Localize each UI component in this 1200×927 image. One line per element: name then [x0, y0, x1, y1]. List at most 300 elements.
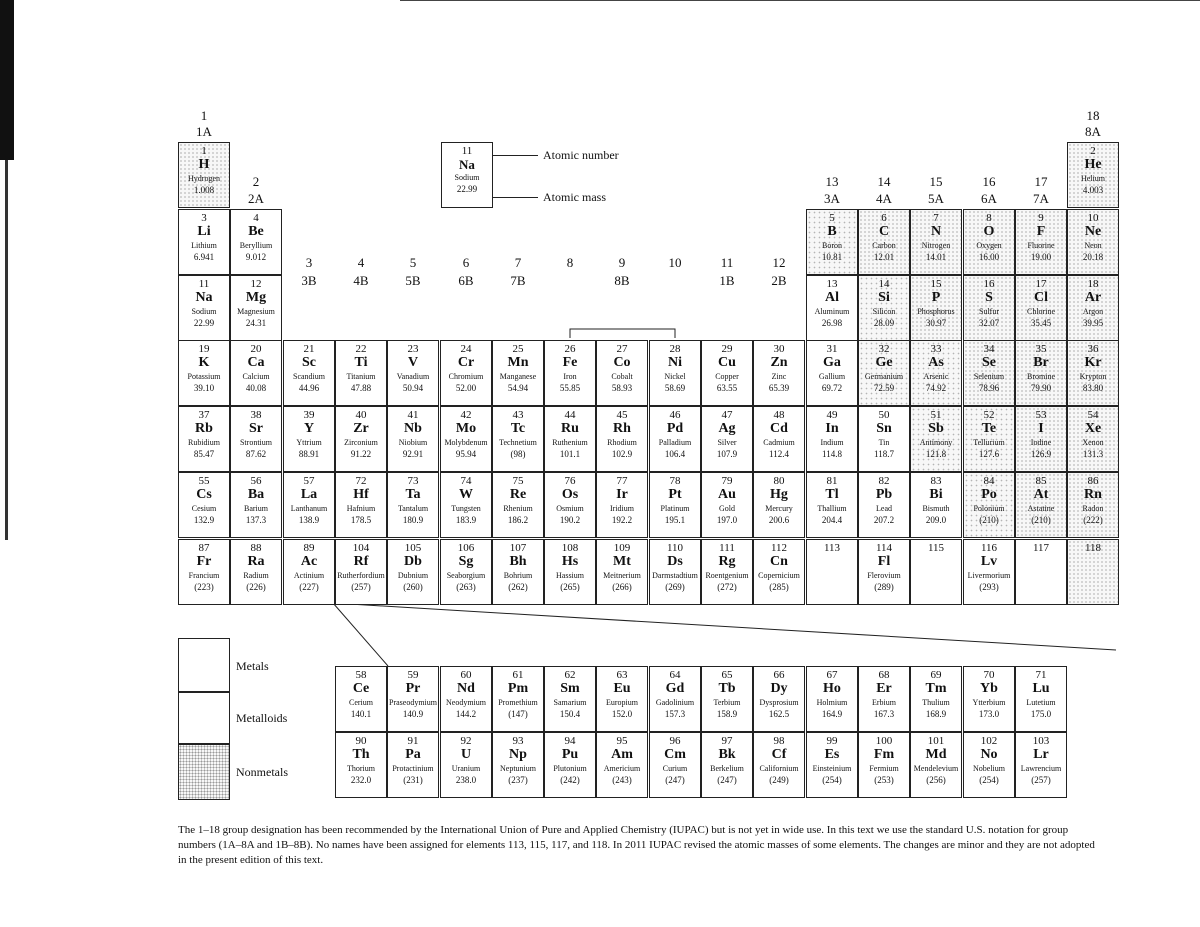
atomic-mass: (257): [1031, 775, 1051, 785]
atomic-mass: 10.81: [821, 252, 843, 262]
element-cell: [1067, 209, 1119, 275]
element-cell: [806, 732, 858, 798]
group-number-12: 12: [772, 255, 786, 270]
key-leader-number: [493, 155, 538, 156]
element-name: Ruthenium: [552, 438, 588, 447]
element-cell: [283, 406, 335, 472]
element-name: Helium: [1081, 174, 1105, 183]
element-symbol: Hs: [561, 554, 579, 569]
atomic-number: 114: [875, 542, 893, 554]
atomic-number: 28: [669, 343, 681, 355]
element-name: Iodine: [1030, 438, 1052, 447]
atomic-number: 57: [303, 475, 315, 487]
element-symbol: Co: [613, 355, 631, 370]
element-symbol: Ac: [300, 554, 318, 569]
atomic-mass: 39.95: [1082, 318, 1104, 328]
element-name: Darmstadtium: [652, 571, 698, 580]
atomic-mass: 74.92: [925, 383, 947, 393]
element-name: Rhenium: [503, 504, 533, 513]
atomic-mass: 47.88: [350, 383, 372, 393]
element-cell: [963, 472, 1015, 538]
atomic-number: 106: [457, 542, 475, 554]
element-symbol: Dy: [770, 681, 788, 696]
element-symbol: Au: [718, 487, 736, 502]
element-name: Manganese: [499, 372, 537, 381]
element-cell: [387, 472, 439, 538]
element-name: Americium: [603, 764, 641, 773]
group-number-10: 10: [668, 255, 682, 270]
element-name: Osmium: [556, 504, 584, 513]
element-name: Nobelium: [973, 764, 1005, 773]
element-name: Zinc: [771, 372, 787, 381]
element-symbol: Br: [1033, 355, 1049, 370]
element-symbol: V: [407, 355, 419, 370]
element-name: Neodymium: [446, 698, 486, 707]
element-symbol: Ne: [1084, 224, 1102, 239]
atomic-number: 94: [564, 735, 576, 747]
element-symbol: Ce: [352, 681, 370, 696]
element-cell: [440, 732, 492, 798]
atomic-number: 68: [878, 669, 890, 681]
element-name: Barium: [244, 504, 268, 513]
atomic-number: 48: [773, 409, 785, 421]
element-cell: [544, 666, 596, 732]
element-symbol: Fr: [196, 554, 212, 569]
atomic-mass: (226): [246, 582, 266, 592]
element-symbol: Th: [352, 747, 370, 762]
atomic-mass: 4.003: [1082, 185, 1104, 195]
element-symbol: Zr: [353, 421, 369, 436]
atomic-number: 100: [875, 735, 893, 747]
element-symbol: Pm: [507, 681, 529, 696]
element-name: Samarium: [553, 698, 587, 707]
atomic-mass: 126.9: [1030, 449, 1052, 459]
atomic-mass: 24.31: [245, 318, 267, 328]
atomic-number: 116: [980, 542, 998, 554]
element-name: Holmium: [816, 698, 848, 707]
element-name: Cadmium: [763, 438, 795, 447]
element-name: Lead: [876, 504, 892, 513]
element-symbol: Tb: [718, 681, 736, 696]
element-cell: [858, 539, 910, 605]
element-symbol: Pr: [405, 681, 421, 696]
atomic-number: 50: [878, 409, 890, 421]
atomic-number: 61: [512, 669, 524, 681]
atomic-number: 79: [721, 475, 733, 487]
element-cell: [544, 472, 596, 538]
element-symbol: He: [1084, 157, 1102, 172]
element-symbol: Am: [611, 747, 633, 762]
element-name: Bohrium: [503, 571, 533, 580]
element-name: Hydrogen: [188, 174, 220, 183]
atomic-number: 78: [669, 475, 681, 487]
element-symbol: Cm: [664, 747, 686, 762]
atomic-number: 26: [564, 343, 576, 355]
element-symbol: Nd: [457, 681, 475, 696]
element-symbol: Be: [248, 224, 264, 239]
element-cell: [806, 666, 858, 732]
element-symbol: Ru: [561, 421, 579, 436]
atomic-mass: 121.8: [925, 449, 947, 459]
element-symbol: Mn: [507, 355, 529, 370]
element-symbol: Os: [561, 487, 579, 502]
element-name: Astatine: [1027, 504, 1055, 513]
key-atomic-number: 11: [461, 145, 473, 157]
element-cell: [335, 406, 387, 472]
element-symbol: Pa: [405, 747, 421, 762]
group-designation-2: 2A: [248, 191, 264, 206]
key-mass: 22.99: [456, 184, 478, 194]
element-name: Niobium: [398, 438, 428, 447]
element-symbol: Ds: [667, 554, 683, 569]
atomic-mass: 131.3: [1082, 449, 1104, 459]
atomic-number: 95: [616, 735, 628, 747]
element-cell: [596, 340, 648, 406]
atomic-mass: (243): [612, 775, 632, 785]
atomic-mass: 127.6: [978, 449, 1000, 459]
key-label-atomic-mass: Atomic mass: [543, 190, 606, 204]
element-symbol: Ar: [1084, 290, 1102, 305]
element-cell: [806, 275, 858, 341]
element-symbol: Nb: [404, 421, 422, 436]
atomic-number: 53: [1035, 409, 1047, 421]
element-cell: [910, 472, 962, 538]
element-cell: [283, 472, 335, 538]
element-cell: [178, 340, 230, 406]
group-number-15: 15: [929, 174, 943, 189]
element-name: Tungsten: [451, 504, 481, 513]
atomic-number: 9: [1038, 212, 1044, 224]
atomic-number: 8: [986, 212, 992, 224]
group-number-16: 16: [982, 174, 996, 189]
group-number-18: 18: [1086, 108, 1100, 123]
element-symbol: Pb: [875, 487, 893, 502]
atomic-mass: 173.0: [978, 709, 1000, 719]
atomic-mass: 6.941: [193, 252, 215, 262]
element-cell: [492, 472, 544, 538]
atomic-mass: (210): [979, 515, 999, 525]
element-cell: [178, 472, 230, 538]
atomic-number: 73: [407, 475, 419, 487]
atomic-number: 1: [201, 145, 207, 157]
element-cell: [544, 406, 596, 472]
element-symbol: Re: [509, 487, 527, 502]
atomic-mass: 200.6: [768, 515, 790, 525]
element-name: Europium: [606, 698, 638, 707]
atomic-number: 69: [930, 669, 942, 681]
element-name: Yttrium: [296, 438, 322, 447]
atomic-number: 111: [719, 542, 735, 554]
element-symbol: Ga: [823, 355, 841, 370]
element-cell: [178, 406, 230, 472]
element-name: Rhodium: [607, 438, 637, 447]
atomic-mass: (262): [508, 582, 528, 592]
element-cell: [440, 406, 492, 472]
element-cell: [1015, 732, 1067, 798]
element-cell: [1015, 406, 1067, 472]
atomic-mass: (231): [403, 775, 423, 785]
element-symbol: B: [827, 224, 837, 239]
element-name: Copernicium: [758, 571, 800, 580]
element-symbol: O: [983, 224, 995, 239]
element-symbol: Ge: [875, 355, 893, 370]
element-cell: [492, 666, 544, 732]
element-name: Indium: [820, 438, 844, 447]
element-cell: [178, 539, 230, 605]
element-cell: [230, 406, 282, 472]
element-cell: [963, 209, 1015, 275]
element-cell: [492, 539, 544, 605]
element-symbol: Er: [876, 681, 892, 696]
element-name: Sulfur: [979, 307, 999, 316]
element-cell: [178, 275, 230, 341]
element-name: Polonium: [973, 504, 1005, 513]
element-cell: [230, 275, 282, 341]
atomic-number: 70: [983, 669, 995, 681]
element-cell: [753, 732, 805, 798]
atomic-number: 83: [930, 475, 942, 487]
key-label-atomic-number: Atomic number: [543, 148, 619, 162]
element-cell: [858, 732, 910, 798]
atomic-number: 18: [1087, 278, 1099, 290]
atomic-number: 37: [198, 409, 210, 421]
element-name: Tin: [878, 438, 890, 447]
element-cell: [753, 539, 805, 605]
element-cell: [701, 406, 753, 472]
atomic-mass: 30.97: [925, 318, 947, 328]
atomic-number: 108: [561, 542, 579, 554]
legend-label-metalloids: Metalloids: [236, 711, 288, 725]
atomic-number: 98: [773, 735, 785, 747]
group-designation-5: 5B: [405, 273, 421, 288]
atomic-mass: (263): [456, 582, 476, 592]
element-name: Gallium: [818, 372, 846, 381]
element-symbol: Lu: [1032, 681, 1050, 696]
atomic-number: 44: [564, 409, 576, 421]
element-symbol: Cn: [770, 554, 788, 569]
atomic-number: 23: [407, 343, 419, 355]
atomic-number: 77: [616, 475, 628, 487]
atomic-number: 75: [512, 475, 524, 487]
atomic-number: 11: [198, 278, 210, 290]
element-name: Erbium: [872, 698, 896, 707]
group-designation-18: 8A: [1085, 124, 1101, 139]
legend-swatch-metals: [178, 638, 230, 692]
atomic-mass: 79.90: [1030, 383, 1052, 393]
element-symbol: Mg: [245, 290, 267, 305]
atomic-number: 7: [933, 212, 939, 224]
element-cell: [753, 406, 805, 472]
atomic-mass: (98): [510, 449, 526, 459]
atomic-mass: 50.94: [402, 383, 424, 393]
element-cell: [806, 539, 858, 605]
atomic-mass: 20.18: [1082, 252, 1104, 262]
element-symbol: Cd: [770, 421, 788, 436]
element-cell: [701, 666, 753, 732]
atomic-number: 13: [826, 278, 838, 290]
atomic-mass: 58.69: [664, 383, 686, 393]
element-cell: [910, 406, 962, 472]
element-name: Nitrogen: [921, 241, 951, 250]
element-symbol: Hg: [770, 487, 788, 502]
atomic-mass: 1.008: [193, 185, 215, 195]
element-cell: [440, 666, 492, 732]
atomic-mass: 83.80: [1082, 383, 1104, 393]
atomic-number: 58: [355, 669, 367, 681]
atomic-mass: (147): [508, 709, 528, 719]
legend-key-cell: [441, 142, 493, 208]
group-designation-9: 8B: [614, 273, 630, 288]
element-cell: [1067, 340, 1119, 406]
atomic-mass: 197.0: [716, 515, 738, 525]
element-name: Livermorium: [967, 571, 1011, 580]
element-cell: [335, 340, 387, 406]
element-symbol: Rn: [1084, 487, 1102, 502]
element-cell: [230, 539, 282, 605]
element-cell: [596, 539, 648, 605]
atomic-mass: 95.94: [455, 449, 477, 459]
atomic-mass: 39.10: [193, 383, 215, 393]
element-symbol: Ta: [405, 487, 421, 502]
atomic-mass: 14.01: [925, 252, 947, 262]
element-cell: [544, 539, 596, 605]
atomic-number: 115: [927, 542, 945, 554]
element-cell: [701, 340, 753, 406]
legend-label-nonmetals: Nonmetals: [236, 765, 288, 779]
element-name: Platinum: [660, 504, 690, 513]
atomic-number: 90: [355, 735, 367, 747]
element-name: Praseodymium: [389, 698, 437, 707]
group-number-17: 17: [1034, 174, 1048, 189]
element-name: Magnesium: [237, 307, 275, 316]
element-name: Dubnium: [397, 571, 429, 580]
element-name: Einsteinium: [812, 764, 852, 773]
element-symbol: Ni: [668, 355, 682, 370]
atomic-number: 65: [721, 669, 733, 681]
atomic-mass: 40.08: [245, 383, 267, 393]
element-symbol: Bk: [718, 747, 736, 762]
element-symbol: C: [878, 224, 890, 239]
atomic-number: 103: [1032, 735, 1050, 747]
element-name: Uranium: [451, 764, 481, 773]
element-name: Bismuth: [922, 504, 950, 513]
key-leader-mass: [493, 197, 538, 198]
element-cell: [230, 340, 282, 406]
atomic-number: 39: [303, 409, 315, 421]
atomic-mass: 180.9: [402, 515, 424, 525]
atomic-number: 36: [1087, 343, 1099, 355]
atomic-mass: 19.00: [1030, 252, 1052, 262]
element-symbol: Lv: [980, 554, 998, 569]
element-cell: [963, 732, 1015, 798]
element-symbol: Db: [404, 554, 422, 569]
atomic-mass: 238.0: [455, 775, 477, 785]
element-name: Titanium: [346, 372, 376, 381]
element-symbol: Eu: [613, 681, 631, 696]
element-symbol: Al: [825, 290, 839, 305]
element-symbol: As: [928, 355, 944, 370]
element-cell: [1067, 142, 1119, 208]
atomic-mass: 28.09: [873, 318, 895, 328]
element-name: Terbium: [713, 698, 741, 707]
group-designation-12: 2B: [771, 273, 787, 288]
atomic-mass: 183.9: [455, 515, 477, 525]
element-symbol: Fl: [877, 554, 891, 569]
atomic-mass: 65.39: [768, 383, 790, 393]
atomic-mass: (253): [874, 775, 894, 785]
atomic-mass: 140.1: [350, 709, 372, 719]
element-symbol: Y: [303, 421, 315, 436]
group-number-11: 11: [720, 255, 734, 270]
element-symbol: Ho: [823, 681, 841, 696]
element-symbol: Ir: [616, 487, 628, 502]
atomic-number: 12: [250, 278, 262, 290]
atomic-mass: (227): [299, 582, 319, 592]
atomic-mass: 137.3: [245, 515, 267, 525]
element-name: Radon: [1082, 504, 1104, 513]
element-symbol: Bh: [509, 554, 527, 569]
atomic-mass: 26.98: [821, 318, 843, 328]
element-cell: [387, 732, 439, 798]
atomic-number: 89: [303, 542, 315, 554]
atomic-mass: (265): [560, 582, 580, 592]
element-symbol: Ra: [247, 554, 265, 569]
element-cell: [440, 539, 492, 605]
element-cell: [387, 539, 439, 605]
atomic-mass: 106.4: [664, 449, 686, 459]
element-name: Silver: [717, 438, 737, 447]
element-name: Lithium: [191, 241, 217, 250]
element-symbol: Fm: [873, 747, 895, 762]
group-number-14: 14: [877, 174, 891, 189]
element-name: Chromium: [448, 372, 484, 381]
element-symbol: U: [460, 747, 472, 762]
atomic-number: 76: [564, 475, 576, 487]
element-symbol: Lr: [1033, 747, 1049, 762]
element-cell: [544, 340, 596, 406]
element-name: Lanthanum: [290, 504, 328, 513]
atomic-mass: 132.9: [193, 515, 215, 525]
atomic-mass: 178.5: [350, 515, 372, 525]
element-name: Aluminum: [814, 307, 850, 316]
element-symbol: Po: [981, 487, 997, 502]
atomic-mass: 204.4: [821, 515, 843, 525]
atomic-mass: 52.00: [455, 383, 477, 393]
group-designation-13: 3A: [824, 191, 840, 206]
element-name: Beryllium: [239, 241, 273, 250]
element-name: Oxygen: [976, 241, 1002, 250]
atomic-number: 86: [1087, 475, 1099, 487]
element-cell: [963, 340, 1015, 406]
element-cell: [492, 732, 544, 798]
element-symbol: Li: [197, 224, 211, 239]
atomic-number: 14: [878, 278, 890, 290]
element-cell: [910, 666, 962, 732]
atomic-mass: 32.07: [978, 318, 1000, 328]
element-symbol: Si: [878, 290, 890, 305]
atomic-number: 71: [1035, 669, 1047, 681]
group-8b-bracket: [570, 329, 675, 338]
element-cell: [492, 340, 544, 406]
atomic-number: 64: [669, 669, 681, 681]
element-symbol: Cr: [457, 355, 475, 370]
atomic-number: 31: [826, 343, 838, 355]
atomic-mass: 107.9: [716, 449, 738, 459]
element-cell: [963, 666, 1015, 732]
atomic-mass: 22.99: [193, 318, 215, 328]
element-cell: [440, 472, 492, 538]
atomic-mass: 58.93: [611, 383, 633, 393]
